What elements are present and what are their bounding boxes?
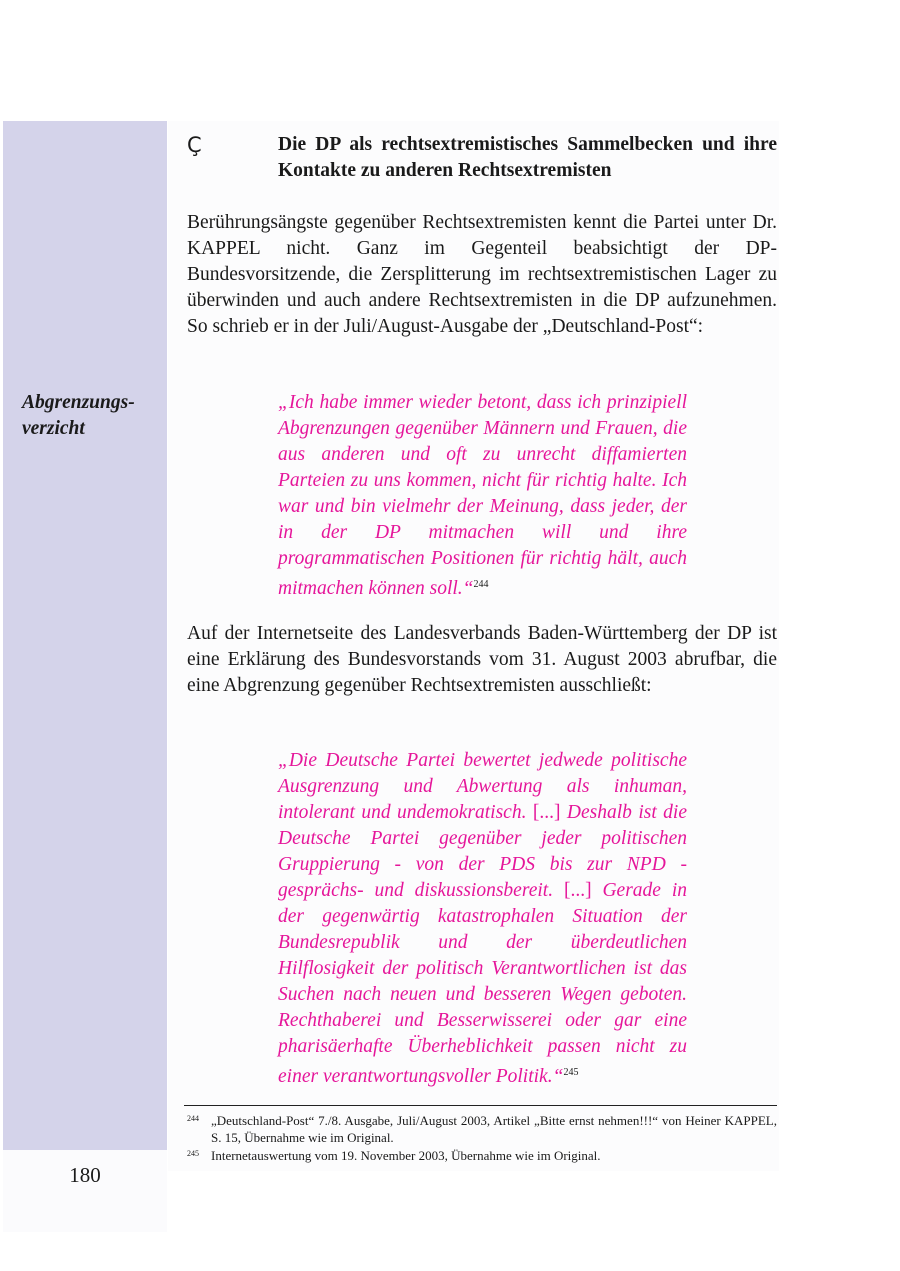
heading-text: Die DP als rechtsextremistisches Sammelbecken und ihre Kontakte zu anderen Rechtsextremisten: [278, 134, 777, 181]
footnote-244: [187, 1112, 777, 1146]
footnote-245: [187, 1147, 777, 1164]
margin-note: [22, 390, 162, 442]
margin-sidebar: [3, 121, 167, 1150]
quote-2: [278, 748, 687, 1090]
footnote-number: 244: [187, 1114, 199, 1123]
quote-2-ellipsis1: [...]: [526, 802, 567, 823]
margin-note-line1: Abgrenzungs-: [22, 392, 135, 413]
footnote-ref-244[interactable]: 244: [473, 579, 489, 590]
footnote-text: „Deutschland-Post“ 7./8. Ausgabe, Juli/August 2003, Artikel „Bitte ernst nehmen!!!“ von Heiner KAPPEL, S. 15, Übernahme wie im Original.: [211, 1113, 777, 1145]
page-number: 180: [69, 1163, 101, 1187]
quote-1: [278, 390, 687, 602]
margin-note-line2: verzicht: [22, 418, 85, 439]
footnote-text: Internetauswertung vom 19. November 2003, Übernahme wie im Original.: [211, 1148, 601, 1163]
footnote-number: 245: [187, 1149, 199, 1158]
footnote-ref-245[interactable]: 245: [563, 1067, 579, 1078]
quote-1-text: „Ich habe immer wieder betont, dass ich prinzipiell Abgrenzungen gegenüber Männern und Frauen, die aus anderen und oft zu unrecht diffamierten Parteien zu uns kommen, nicht für richtig halte. Ich war und bin vielmehr der Meinung, dass jeder, der in der DP mitmachen will und ihre programmatischen Positionen für richtig hält, auch mitmachen können soll.“: [278, 392, 687, 599]
quote-2-part1: „Die Deutsche Partei bewertet jedwede politische Ausgrenzung und Abwertung als inhuman, intolerant und undemokratisch.: [278, 750, 687, 823]
footnote-divider: [184, 1105, 777, 1106]
paragraph-1: Berührungsängste gegenüber Rechtsextremisten kennt die Partei unter Dr. KAPPEL nicht. Ganz im Gegenteil beabsichtigt der DP-Bundesvorsitzende, die Zersplitterung im rechtsextremistischen Lager zu überwinden und auch andere Rechtsextremisten in die DP aufzunehmen. So schrieb er in der Juli/August-Ausgabe der „Deutschland-Post“:: [187, 212, 777, 337]
quote-2-part2: Deshalb ist die Deutsche Partei gegenüber jeder politischen Gruppierung - von der PDS bis zur NPD - gesprächs- und diskussionsbereit.: [278, 802, 687, 901]
paragraph-2: Auf der Internetseite des Landesverbands Baden-Württemberg der DP ist eine Erklärung des Bundesvorstands vom 31. August 2003 abrufbar, die eine Abgrenzung gegenüber Rechtsextremisten ausschließt:: [187, 623, 777, 696]
quote-2-part3: Gerade in der gegenwärtig katastrophalen Situation der Bundesrepublik und der überdeutlichen Hilflosigkeit der politisch Verantwortlichen ist das Suchen nach neuen und besseren Wegen geboten. Rechthaberei und Besserwisserei oder gar eine pharisäerhafte Überheblichkeit passen nicht zu einer verantwortungsvoller Politik.“: [278, 880, 687, 1087]
quote-2-ellipsis2: [...]: [553, 880, 603, 901]
heading-bullet-icon: Ç: [187, 133, 202, 157]
